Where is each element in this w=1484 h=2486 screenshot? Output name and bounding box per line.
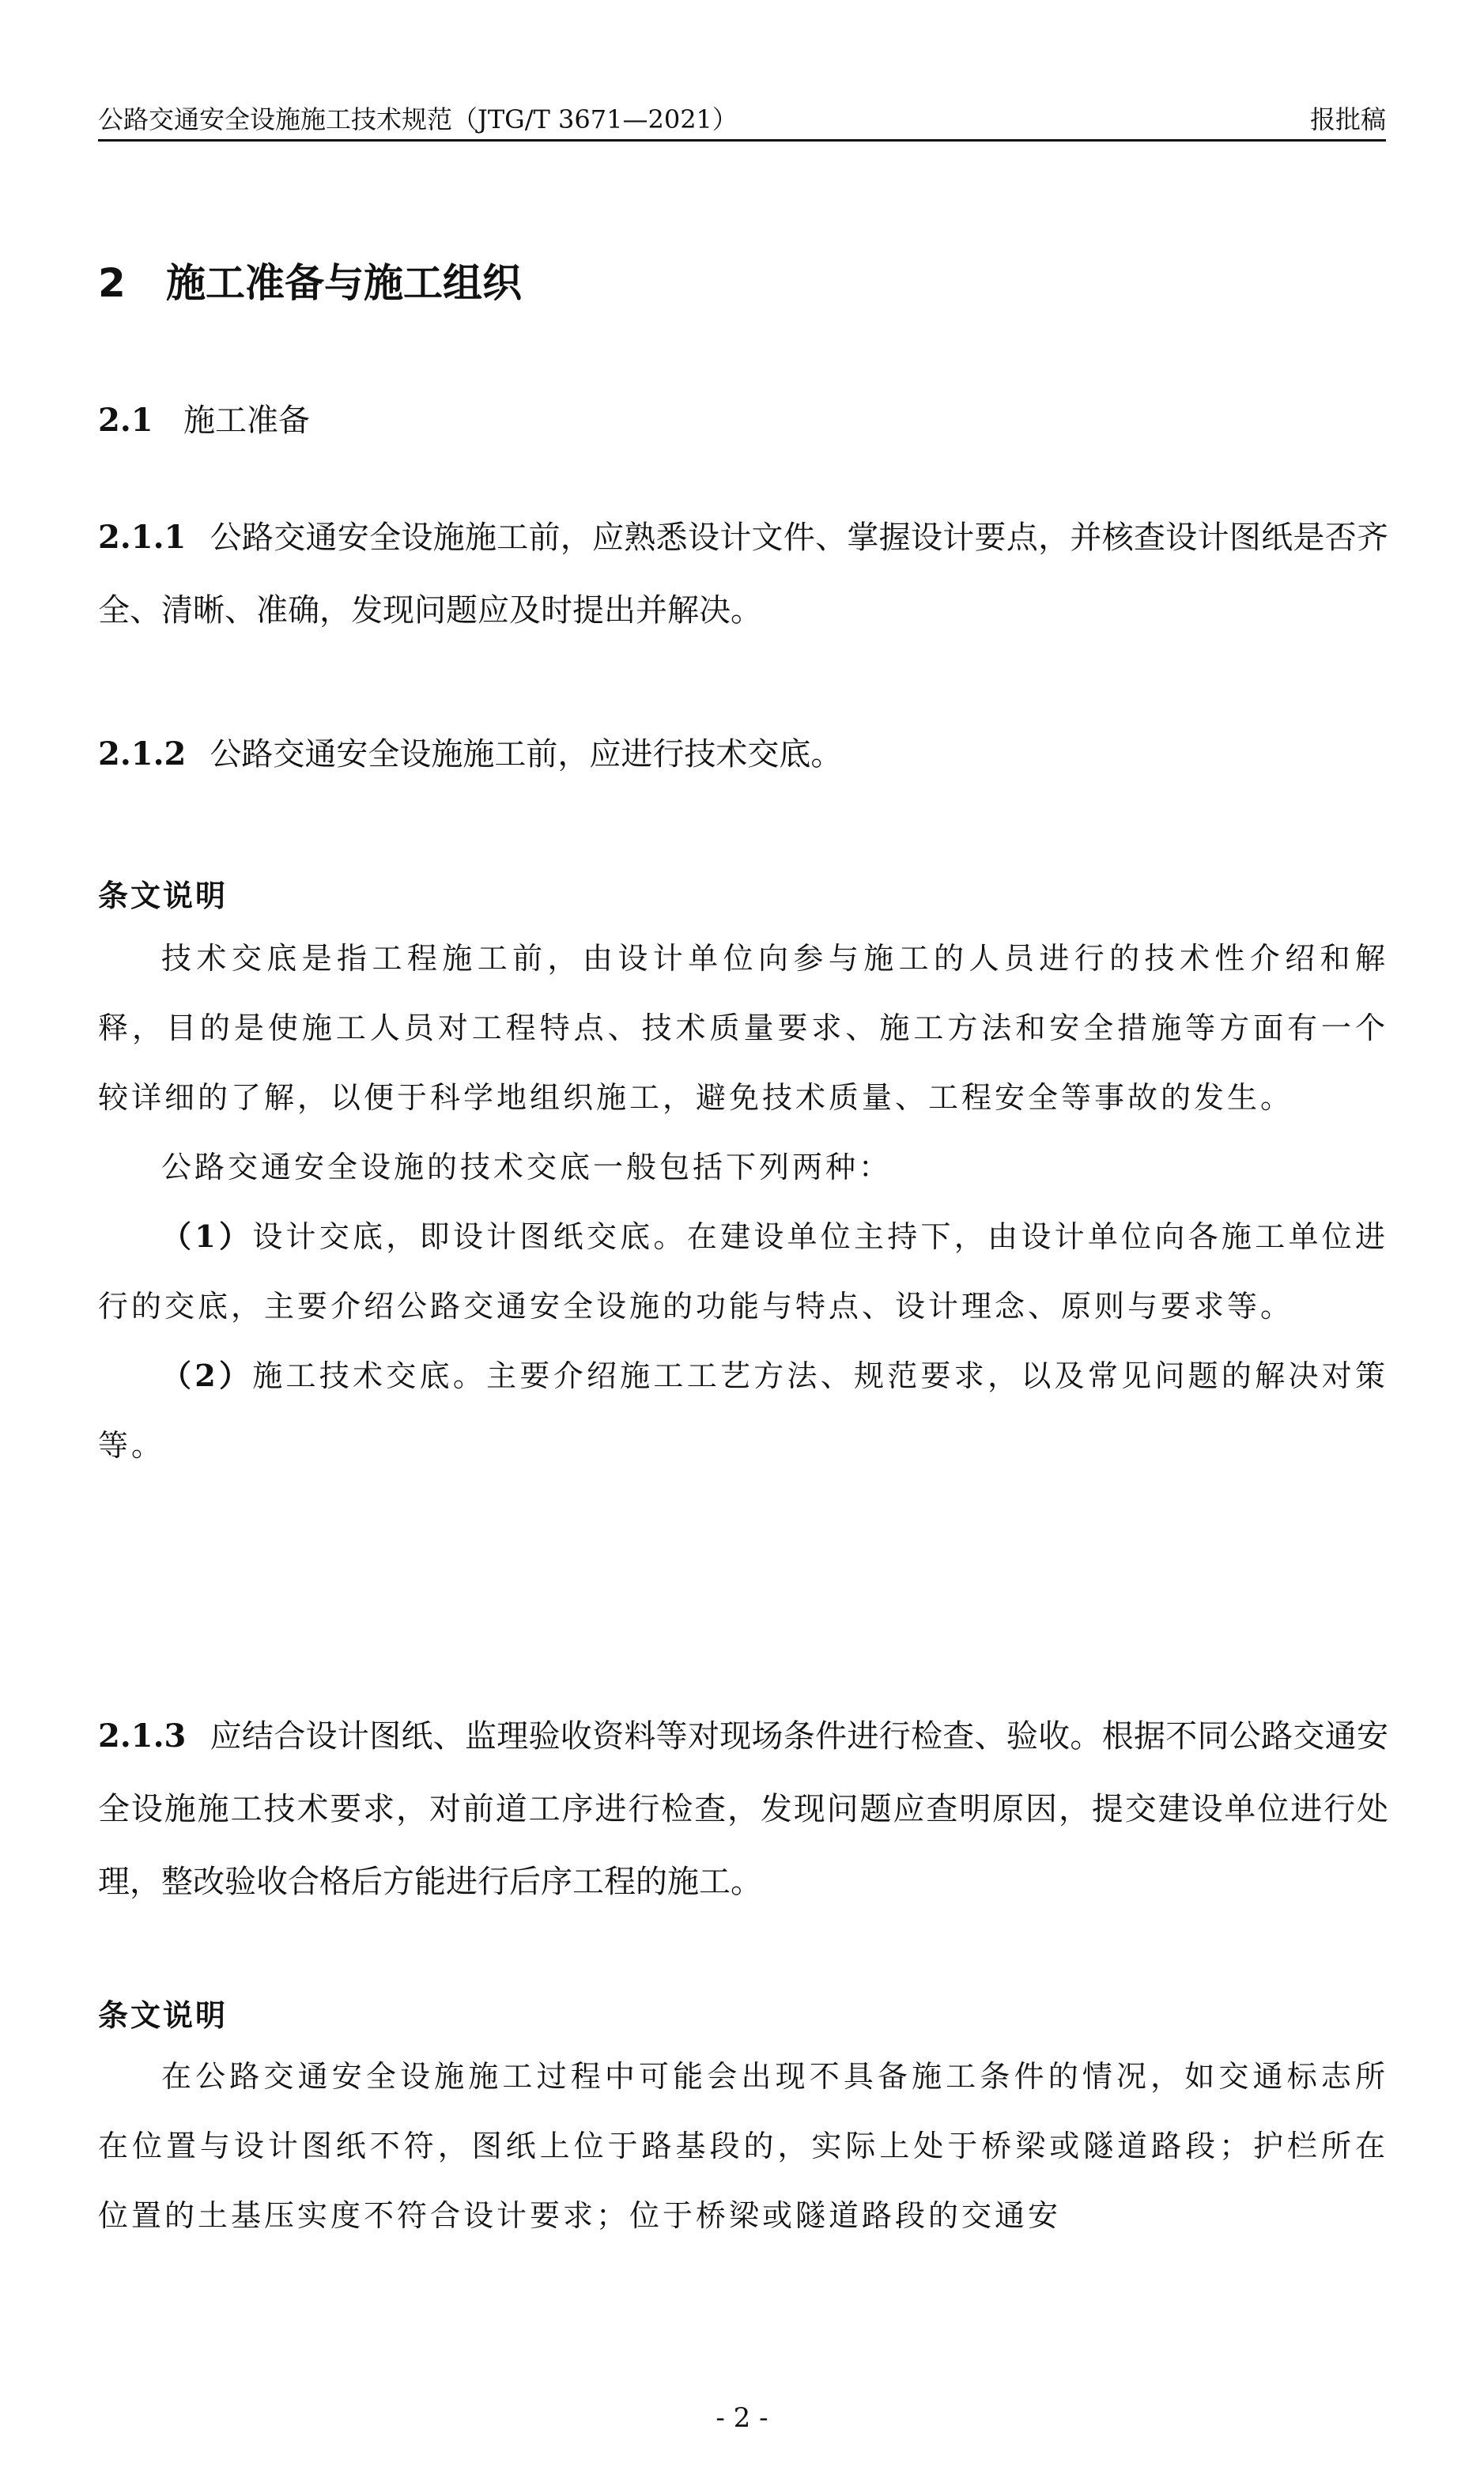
page-header xyxy=(98,95,1386,142)
clause-2-1-2 xyxy=(98,718,1388,791)
clause-number: 2.1.1 xyxy=(98,519,187,556)
chapter-heading xyxy=(98,251,522,308)
note-title: 条文说明 xyxy=(98,1998,228,2033)
note-body xyxy=(98,924,1388,1480)
note-paragraph: 技术交底是指工程施工前，由设计单位向参与施工的人员进行的技术性介绍和解释，目的是使施工人员对工程特点、技术质量要求、施工方法和安全措施等方面有一个较详细的了解，以便于科学地组织施工，避免技术质量、工程安全等事故的发生。 xyxy=(98,941,1388,1115)
clause-text: 公路交通安全设施施工前，应进行技术交底。 xyxy=(210,736,843,773)
page-number: - 2 - xyxy=(716,2402,768,2434)
clause-number: 2.1.2 xyxy=(98,735,187,773)
section-title: 施工准备 xyxy=(183,402,310,439)
note-paragraph: 公路交通安全设施的技术交底一般包括下列两种： xyxy=(161,1150,893,1184)
chapter-number: 2 xyxy=(98,260,126,306)
clause-2-1-3 xyxy=(98,1700,1388,1918)
note-list-item xyxy=(98,1341,1388,1480)
list-item-label: （2） xyxy=(161,1358,253,1393)
list-item-text: 施工技术交底。主要介绍施工工艺方法、规范要求，以及常见问题的解决对策等。 xyxy=(98,1358,1388,1463)
clause-2-1-1 xyxy=(98,501,1388,647)
section-heading xyxy=(98,395,310,440)
section-number: 2.1 xyxy=(98,402,153,439)
note-paragraph: 在公路交通安全设施施工过程中可能会出现不具备施工条件的情况，如交通标志所在位置与设计图纸不符，图纸上位于路基段的，实际上处于桥梁或隧道路段；护栏所在位置的土基压实度不符合设计要求；位于桥梁或隧道路段的交通安 xyxy=(98,2059,1388,2233)
chapter-title: 施工准备与施工组织 xyxy=(166,260,522,306)
clause-number: 2.1.3 xyxy=(98,1717,187,1755)
list-item-text: 设计交底，即设计图纸交底。在建设单位主持下，由设计单位向各施工单位进行的交底，主要介绍公路交通安全设施的功能与特点、设计理念、原则与要求等。 xyxy=(98,1219,1388,1324)
note-list-item xyxy=(98,1202,1388,1341)
header-status: 报批稿 xyxy=(1309,104,1386,134)
clause-text: 公路交通安全设施施工前，应熟悉设计文件、掌握设计要点，并核查设计图纸是否齐全、清晰、准确，发现问题应及时提出并解决。 xyxy=(98,519,1388,629)
note-title: 条文说明 xyxy=(98,878,228,913)
note-body xyxy=(98,2042,1388,2250)
clause-text: 应结合设计图纸、监理验收资料等对现场条件进行检查、验收。根据不同公路交通安全设施施工技术要求，对前道工序进行检查，发现问题应查明原因，提交建设单位进行处理，整改验收合格后方能进行后序工程的施工。 xyxy=(98,1718,1388,1900)
list-item-label: （1） xyxy=(161,1218,253,1254)
header-title: 公路交通安全设施施工技术规范（JTG/T 3671—2021） xyxy=(98,104,738,134)
